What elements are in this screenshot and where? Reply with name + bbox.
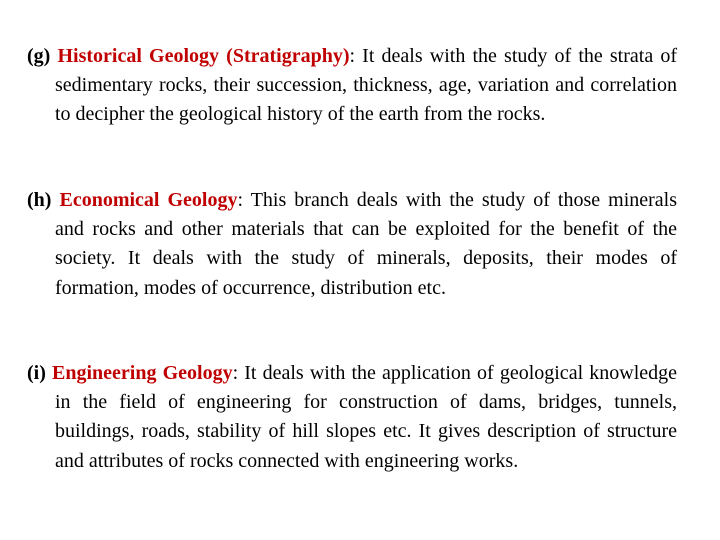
item-marker: (h) — [27, 189, 52, 211]
item-heading: Historical Geology (Stratigraphy) — [57, 45, 350, 67]
definition-item-g — [27, 42, 677, 130]
item-heading: Economical Geology — [59, 189, 238, 211]
item-marker: (g) — [27, 45, 51, 67]
item-body: : It deals with the application of geological knowledge in the field of engineering for construction of dams, bridges, tunnels, buildings, roads, stability of hill slopes etc. It gives description of structure and attributes of rocks connected with engineering works. — [55, 362, 677, 472]
definition-item-i — [27, 359, 677, 476]
item-body: : This branch deals with the study of those minerals and rocks and other materials that can be exploited for the benefit of the society. It deals with the study of minerals, deposits, their modes of formation, modes of occurrence, distribution etc. — [55, 189, 678, 299]
item-marker: (i) — [27, 362, 46, 384]
item-heading: Engineering Geology — [52, 362, 233, 384]
definition-item-h — [27, 186, 677, 303]
item-body: : It deals with the study of the strata of sedimentary rocks, their succession, thickness, age, variation and correlation to decipher the geological history of the earth from the rocks. — [55, 45, 678, 126]
